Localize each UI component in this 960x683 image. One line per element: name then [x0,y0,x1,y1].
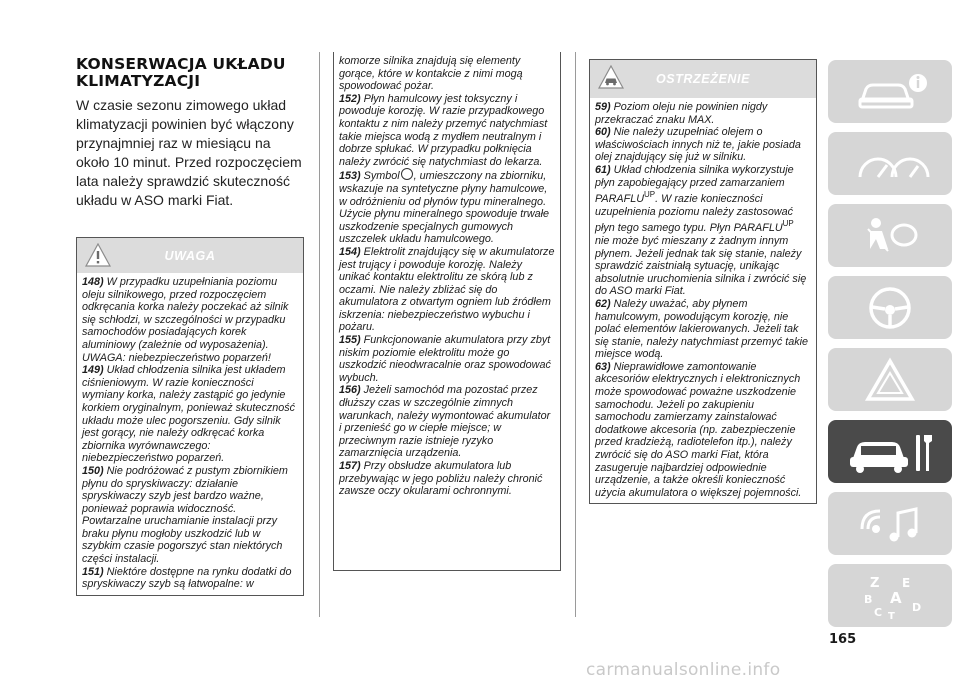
note-number: 152) [339,92,361,105]
tab-driving[interactable] [828,276,952,339]
note-text: Nie należy uzupełniać olejem o właściwościach innych niż te, jakie posiada olej znajdujący się już w silniku. [595,126,801,164]
note-text: Układ chłodzenia silnika wykorzystuje płyn zapobiegający przed zamarzaniem PARAFLU [595,163,794,206]
watermark: carmanualsonline.info [586,660,781,680]
note-text: , umieszczony na zbiorniku, wskazuje na syntetyczne płyny hamulcowe, w odróżnieniu od płynów typu mineralnego. Użycie płynu mineralnego spowoduje trwałe uszkodzenie specjalnych gumowych uszczelek układu hamulcowego. [339,170,550,246]
uwaga-box-continued [333,52,561,571]
note-59 [595,101,811,126]
superscript: UP [782,219,794,229]
steering-wheel-icon [840,283,940,333]
note-text: Nie podróżować z pustym zbiornikiem płynu do spryskiwaczy: działanie spryskiwaczy szyb jest bardzo ważne, ponieważ poprawia widoczność. Powtarzalne uruchamianie instalacji przy braku płynu mogłoby uszkodzić lub w szybkim czasie pogorszyć stan niektórych części instalacji. [82,464,288,566]
note-number: 149) [82,364,104,377]
note-155 [339,334,555,384]
tab-multimedia[interactable] [828,492,952,555]
note-150 [82,465,298,566]
note-60 [595,126,811,164]
uwaga-header [77,238,303,273]
tab-emergency[interactable] [828,348,952,411]
note-61 [595,164,811,298]
note-number: 150) [82,464,104,477]
note-154 [339,246,555,334]
ostrzezenie-title: OSTRZEŻENIE [655,72,751,86]
column-left [76,52,304,596]
note-text: Jeżeli samochód ma pozostać przez dłuższy czas w szczególnie zimnych warunkach, należy wymontować akumulator i przenieść go w ciepłe miejsce; w przeciwnym razie istnieje ryzyko zamarznięcia urządzenia. [339,384,551,460]
note-148 [82,276,298,364]
index-letter: C [874,605,883,619]
index-letter: D [912,600,922,614]
note-number: 153) [339,170,361,183]
car-info-icon [840,67,940,117]
column-divider [319,52,320,617]
note-text: W przypadku uzupełniania poziomu oleju silnikowego, przed rozpoczęciem odkręcania korka należy poczekać aż silnik się schłodzi, w szczególności w przypadku samochodów posiadających korek aluminiowy (zależnie od wyposażenia). UWAGA: niebezpieczeństwo poparzeń! [82,276,289,364]
tab-car-info[interactable] [828,60,952,123]
index-letter: T [888,610,895,621]
note-number: 60) [595,126,611,139]
superscript: UP [644,190,656,200]
note-number: 61) [595,163,611,176]
index-letter: A [890,588,902,607]
note-text: . W razie konieczności uzupełnienia poziomu należy zastosować płyn tego samego typu. Płyn PARAFLU [595,193,794,235]
note-text: Przy obsłudze akumulatora lub przebywając w jego pobliżu należy chronić zawsze oczy okularami ochronnymi. [339,460,543,498]
note-157 [339,460,555,498]
section-lead-text: W czasie sezonu zimowego układ klimatyzacji powinien być włączony przynajmniej raz w miesiącu na około 10 minut. Przed rozpoczęciem lata należy sprawdzić skuteczność układu w ASO marki Fiat. [76,97,302,208]
tab-dashboard[interactable] [828,132,952,195]
note-text: Funkcjonowanie akumulatora przy zbyt niskim poziomie elektrolitu może go uszkodzić nieodwracalnie oraz spowodować wybuch. [339,334,551,384]
warning-hand-icon [85,243,111,267]
uwaga-body [77,273,303,595]
car-warning-icon [598,65,624,89]
airbag-safety-icon [840,211,940,261]
note-153 [339,168,555,246]
note-152 [339,93,555,169]
index-letter: Z [870,575,880,591]
note-151 [82,566,298,591]
tab-index[interactable] [828,564,952,627]
note-text: Należy uważać, aby płynem hamulcowym, powodującym korozję, nie polać elementów lakierowanych. Jeżeli tak się stanie, należy natychmiast przemyć takie miejsce wodą. [595,297,809,361]
car-tools-icon [840,427,940,477]
tab-maintenance[interactable] [828,420,952,483]
section-title-line2: KLIMATYZACJI [76,72,201,90]
note-number: 62) [595,297,611,310]
note-number: 154) [339,245,361,258]
uwaga-title: UWAGA [164,248,216,263]
warning-triangle-icon [840,355,940,405]
note-number: 157) [339,460,361,472]
uwaga-body-continued [334,52,560,502]
ostrzezenie-body [590,98,816,503]
brake-fluid-symbol-icon [401,168,413,180]
index-letters-icon [840,571,940,621]
column-middle [333,52,561,571]
note-text: Elektrolit znajdujący się w akumulatorze jest trujący i powoduje korozję. Należy unikać kontaktu elektrolitu ze skórą lub z oczami. Nie należy zbliżać się do akumulatora z otwartym ogniem lub źródłem iskrzenia: niebezpieczeństwo wybuchu i pożaru. [339,245,555,334]
index-letter: E [902,575,911,590]
note-63 [595,361,811,500]
column-right [589,52,817,504]
note-text: nie może być mieszany z żadnym innym płynem. Jeżeli jednak tak się stanie, należy sprawdzić zaistniałą sytuację, unikając absolutnie uruchomienia silnika i zwrócić się do ASO marki Fiat. [595,234,807,298]
note-number: 63) [595,360,611,373]
uwaga-box [76,237,304,596]
note-text: Układ chłodzenia silnika jest układem ciśnieniowym. W razie konieczności wymiany korka, należy zastąpić go jedynie korkiem oryginalnym, ponieważ skuteczność układu może ulec pogorszeniu. Gdy silnik jest gorący, nie należy odkręcać korka zbiornika wyrównawczego: niebezpieczeństwo poparzeń. [82,364,296,465]
dashboard-gauge-icon [840,139,940,189]
note-continuation: komorze silnika znajdują się elementy gorące, które w kontakcie z nimi mogą spowodować pożar. [339,55,523,93]
note-156 [339,384,555,460]
note-text: Płyn hamulcowy jest toksyczny i powoduje korozję. W razie przypadkowego kontaktu z nim należy przemyć natychmiast takie miejsca wodą z mydłem neutralnym i dobrze spłukać. W przypadku połknięcia należy zwrócić się natychmiast do lekarza. [339,92,548,168]
ostrzezenie-box [589,59,817,504]
note-number: 59) [595,101,611,113]
ostrzezenie-header [590,60,816,98]
tab-safety[interactable] [828,204,952,267]
note-text: Poziom oleju nie powinien nigdy przekraczać znaku MAX. [595,101,768,126]
section-title [76,56,304,90]
note-62 [595,298,811,361]
note-number: 155) [339,334,361,347]
section-title-line1: KONSERWACJA UKŁADU [76,55,286,73]
multimedia-icon [840,499,940,549]
column-divider [575,52,576,617]
note-number: 156) [339,384,361,397]
note-number: 151) [82,565,104,578]
note-text: Symbol [360,170,400,183]
note-149 [82,364,298,465]
note-number: 148) [82,276,104,288]
note-text: Niektóre dostępne na rynku dodatki do spryskiwaczy szyb są łatwopalne: w [82,565,292,591]
page-number: 165 [829,632,857,647]
note-text: Nieprawidłowe zamontowanie akcesoriów elektrycznych i elektronicznych może spowodować poważne uszkodzenie samochodu. Jeżeli po zakupieniu samochodu zamierzamy zainstalować dodatkowe akcesoria (np. zabezpieczenie przed kradzieżą, radiotelefon itp.), należy zwrócić się do ASO marki Fiat, która zasugeruje najbardziej odpowiednie urządzenie, a także określi konieczność użycia akumulatora o większej pojemności. [595,360,802,499]
index-letter: B [864,592,873,606]
